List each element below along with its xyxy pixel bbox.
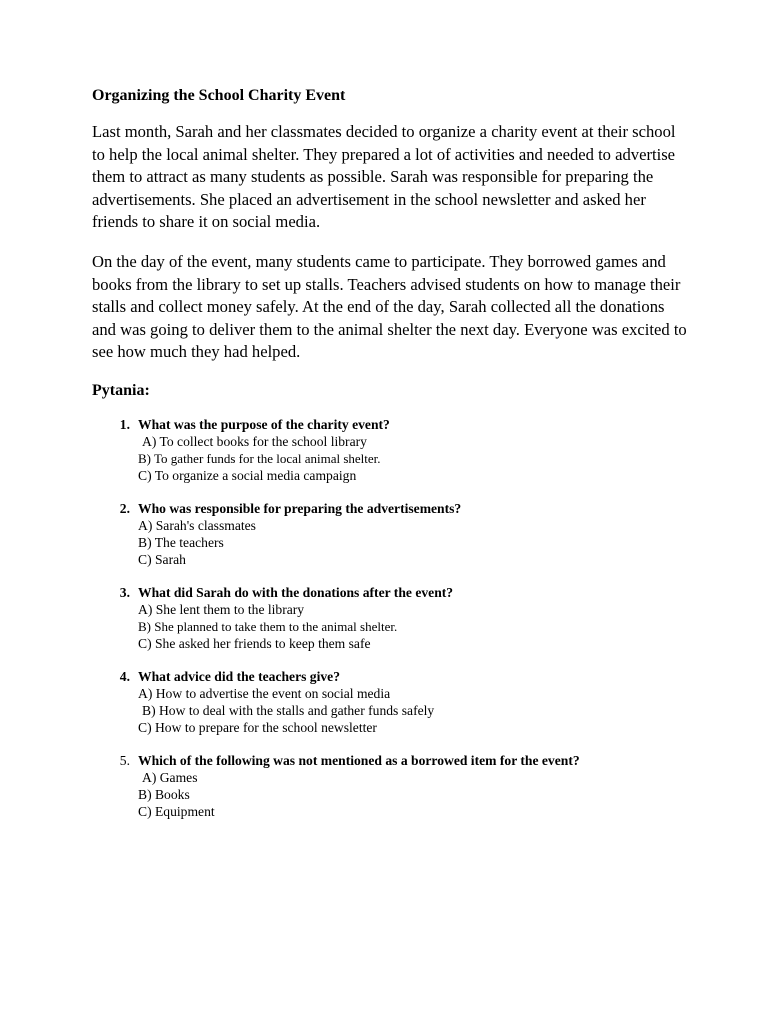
question-text: What advice did the teachers give? [138,669,340,684]
document-title: Organizing the School Charity Event [92,87,346,104]
option-b: B) Books [138,787,190,802]
question-number: 3. [119,585,130,600]
option-b: B) The teachers [138,535,224,550]
option-c: C) She asked her friends to keep them safe [138,636,371,651]
option-a: A) Sarah's classmates [138,518,256,533]
option-a: A) Games [142,770,198,785]
question-number: 2. [119,501,130,516]
option-c: C) To organize a social media campaign [138,468,357,483]
option-c: C) Equipment [138,804,215,819]
question-number: 5. [119,753,130,768]
question-number: 4. [119,669,130,684]
question-text: Which of the following was not mentioned as a borrowed item for the event? [138,753,580,768]
option-c: C) How to prepare for the school newsletter [138,720,377,735]
questions-label: Pytania: [92,382,150,399]
option-b: B) She planned to take them to the animal shelter. [138,619,398,634]
option-b: B) To gather funds for the local animal shelter. [138,451,381,466]
paragraph-1: Last month, Sarah and her classmates decided to organize a charity event at their school to help the local animal shelter. They prepared a lot of activities and needed to advertise them to attract as many students as possible. Sarah was responsible for preparing the advertisements. She placed an advertisement in the school newsletter and asked her friends to share it on social media. [92,122,676,231]
paragraph-2: On the day of the event, many students came to participate. They borrowed games and books from the library to set up stalls. Teachers advised students on how to manage their stalls and collect money safely. At the end of the day, Sarah collected all the donations and was going to deliver them to the animal shelter the next day. Everyone was excited to see how much they had helped. [92,252,687,361]
option-a: A) How to advertise the event on social media [138,686,391,701]
option-c: C) Sarah [138,552,186,567]
question-text: What did Sarah do with the donations after the event? [138,585,454,600]
question-number: 1. [119,417,130,432]
option-b: B) How to deal with the stalls and gather funds safely [142,703,435,718]
option-a: A) To collect books for the school library [142,434,367,449]
option-a: A) She lent them to the library [138,602,305,617]
question-text: Who was responsible for preparing the advertisements? [138,501,462,516]
question-text: What was the purpose of the charity event? [138,417,390,432]
